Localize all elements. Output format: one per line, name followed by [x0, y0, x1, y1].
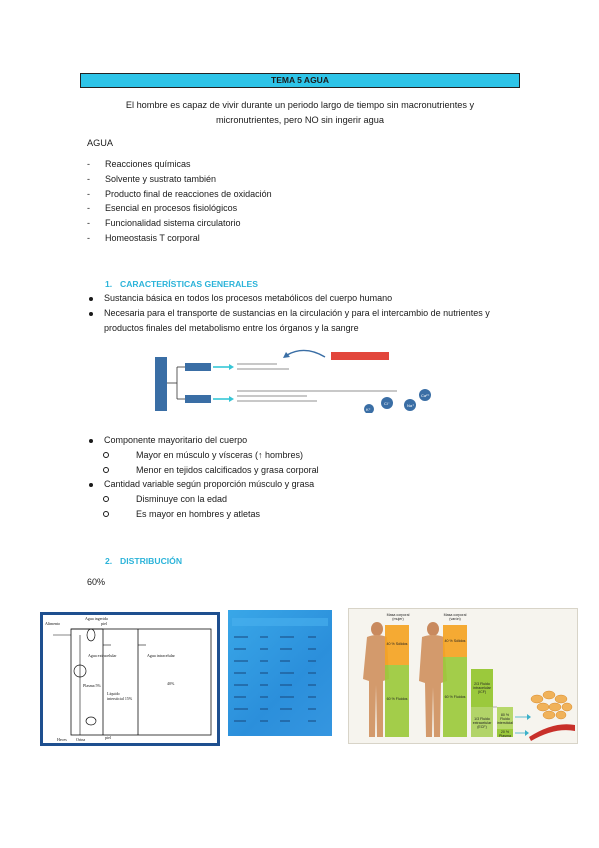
svg-text:Na⁺: Na⁺ — [407, 403, 415, 408]
sub-list-item: Disminuye con la edad — [87, 492, 507, 507]
list-item: - Solvente y sustrato también — [87, 173, 217, 184]
water-percentage-table-figure — [228, 610, 332, 736]
svg-text:K⁺: K⁺ — [366, 407, 371, 412]
section-label: AGUA — [87, 138, 114, 148]
percent-text: 60% — [87, 577, 106, 587]
sub-list-item: Es mayor en hombres y atletas — [87, 507, 507, 522]
section-heading-2: 2. DISTRIBUCIÓN — [105, 556, 183, 566]
list-item: - Producto final de reacciones de oxidación — [87, 188, 272, 199]
list-item: Cantidad variable según proporción músculo y grasa Disminuye con la edad Es mayor en hombres y atletas — [87, 477, 507, 521]
bullet-list-bottom — [87, 433, 507, 522]
water-functions-diagram — [155, 343, 433, 413]
section-heading-1: 1. CARACTERÍSTICAS GENERALES — [105, 279, 258, 289]
svg-text:Cl⁻: Cl⁻ — [384, 401, 390, 406]
list-item: - Esencial en procesos fisiológicos — [87, 203, 238, 214]
label-box-bottom — [185, 395, 211, 403]
sub-list-item: Mayor en músculo y vísceras (↑ hombres) — [87, 448, 507, 463]
svg-text:Ca²⁺: Ca²⁺ — [421, 393, 430, 398]
vertical-label-box — [155, 357, 167, 411]
dash-list — [87, 157, 272, 246]
water-compartments-figure: Alimento Agua ingerida piel Agua extracelular Agua intracelular Plasma 5% Líquido intersticial 15% 40% Heces Orina piel — [40, 612, 220, 746]
list-item: - Reacciones químicas — [87, 159, 191, 169]
list-item: - Funcionalidad sistema circulatorio — [87, 218, 241, 229]
list-item: Sustancia básica en todos los procesos metabólicos del cuerpo humano — [87, 291, 507, 306]
list-item: Necesaria para el transporte de sustancias en la circulación y para el intercambio de nutrientes y productos finales del metabolismo entre los órganos y la sangre — [87, 306, 507, 336]
body-water-chart-figure: Masa corporal (mujer) Masa corporal (varón) 40 % Sólidos 40 % Sólidos 60 % Fluidos 60 % Fluidos 2/3 Fluido intracelular (ICF) 1/3 Fluido extracelular (ECF) 80 % Fluido intersticial 20 % Plasma — [348, 608, 578, 744]
page-title: TEMA 5 AGUA — [80, 73, 520, 88]
list-item: Componente mayoritario del cuerpo Mayor en músculo y vísceras (↑ hombres) Menor en tejidos calcificados y grasa corporal — [87, 433, 507, 477]
red-label-box — [331, 352, 389, 360]
label-box-top — [185, 363, 211, 371]
bullet-list-top — [87, 291, 507, 335]
sub-list-item: Menor en tejidos calcificados y grasa corporal — [87, 463, 507, 478]
intro-paragraph: El hombre es capaz de vivir durante un periodo largo de tiempo sin macronutrientes y micronutrientes, pero NO sin ingerir agua — [125, 100, 475, 125]
list-item: - Homeostasis T corporal — [87, 232, 200, 243]
